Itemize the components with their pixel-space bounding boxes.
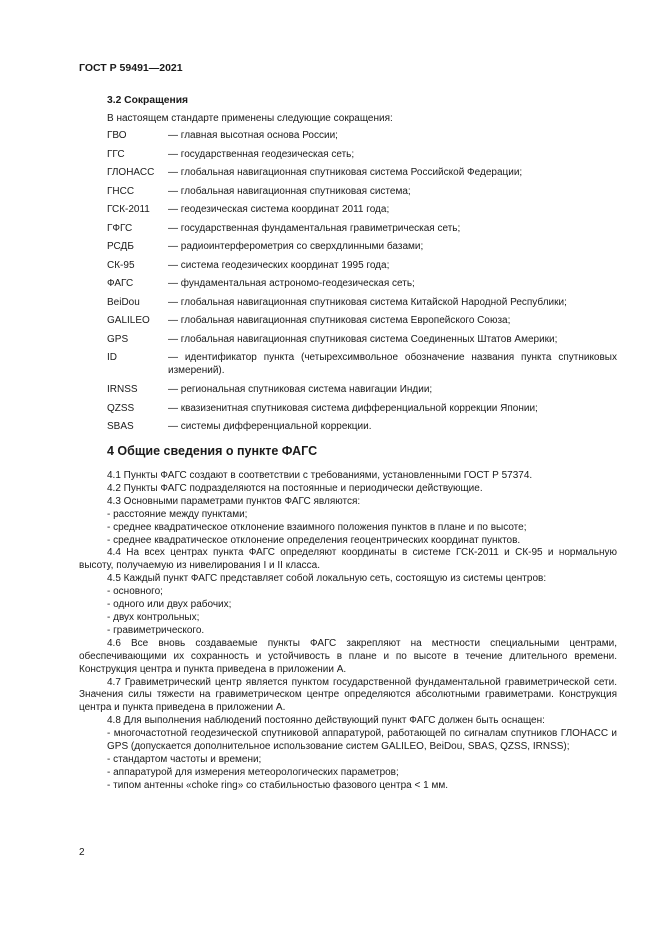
abbreviation-definition: — радиоинтерферометрия со сверхдлинными базами; bbox=[168, 241, 424, 252]
abbreviation-term: ГВО bbox=[107, 130, 127, 141]
paragraph: 4.7 Гравиметрический центр является пунктом государственной фундаментальной гравиметрической сети. Значения силы тяжести на гравиметрическом центре определяются абсолютными гравиметрами. Конструкция центра и пункта приведена в приложении А. bbox=[79, 676, 617, 714]
abbreviation-row bbox=[107, 418, 617, 437]
list-item: - расстояние между пунктами; bbox=[107, 508, 248, 520]
section-3-2-title: 3.2 Сокращения bbox=[107, 95, 189, 106]
document-code: ГОСТ Р 59491—2021 bbox=[79, 62, 183, 74]
abbreviation-row bbox=[107, 349, 617, 381]
list-item: - гравиметрического. bbox=[107, 624, 205, 636]
abbreviation-term: IRNSS bbox=[107, 384, 138, 395]
list-item: - многочастотной геодезической спутниковой аппаратурой, работающей по сигналам спутников ГЛОНАСС и GPS (допускается дополнительное использование систем GALILEO, BeiDou, SBAS, QZSS, IRNSS); bbox=[107, 728, 617, 753]
abbreviation-row bbox=[107, 183, 617, 202]
section-4-title: 4 Общие сведения о пункте ФАГС bbox=[107, 444, 318, 458]
paragraph: 4.3 Основными параметрами пунктов ФАГС являются: bbox=[107, 495, 361, 507]
paragraph: 4.5 Каждый пункт ФАГС представляет собой локальную сеть, состоящую из системы центров: bbox=[107, 573, 547, 585]
abbreviation-term: РСДБ bbox=[107, 241, 134, 252]
abbreviation-row bbox=[107, 220, 617, 239]
abbreviation-definition: — региональная спутниковая система навигации Индии; bbox=[168, 384, 433, 395]
list-item: - одного или двух рабочих; bbox=[107, 599, 232, 611]
abbreviation-definition: — государственная фундаментальная гравиметрическая сеть; bbox=[168, 222, 461, 234]
abbreviations-list bbox=[107, 127, 617, 437]
abbreviation-row bbox=[107, 201, 617, 220]
abbreviation-definition: — фундаментальная астрономо-геодезическая сеть; bbox=[168, 278, 415, 289]
abbreviation-term: ГГС bbox=[107, 148, 125, 160]
abbreviation-term: ГФГС bbox=[107, 222, 133, 234]
abbreviation-term: GPS bbox=[107, 333, 129, 345]
page-number: 2 bbox=[79, 847, 85, 858]
abbreviation-definition: — глобальная навигационная спутниковая система Китайской Народной Республики; bbox=[168, 296, 567, 308]
abbreviation-row bbox=[107, 146, 617, 165]
abbreviation-row bbox=[107, 381, 617, 400]
abbreviation-definition: — глобальная навигационная спутниковая система Европейского Союза; bbox=[168, 315, 511, 326]
abbreviation-row bbox=[107, 238, 617, 257]
list-item: - двух контрольных; bbox=[107, 611, 200, 623]
section-4-body bbox=[79, 470, 617, 793]
abbreviation-term: ID bbox=[107, 352, 117, 363]
abbreviation-definition: — главная высотная основа России; bbox=[168, 130, 338, 141]
section-3-2-intro: В настоящем стандарте применены следующие сокращения: bbox=[107, 113, 393, 124]
list-item: - основного; bbox=[107, 586, 163, 598]
abbreviation-row bbox=[107, 312, 617, 331]
abbreviation-row bbox=[107, 331, 617, 350]
list-item: - стандартом частоты и времени; bbox=[107, 753, 262, 765]
paragraph: 4.4 На всех центрах пункта ФАГС определяют координаты в системе ГСК-2011 и СК-95 и нормальную высоту, получаемую из нивелирования I и II класса. bbox=[79, 547, 617, 572]
abbreviation-definition: — идентификатор пункта (четырехсимвольное обозначение названия пункта спутниковых измерений). bbox=[168, 352, 617, 376]
list-item: - типом антенны «choke ring» со стабильностью фазового центра < 1 мм. bbox=[107, 779, 448, 791]
abbreviation-row bbox=[107, 257, 617, 276]
paragraph: 4.2 Пункты ФАГС подразделяются на постоянные и периодически действующие. bbox=[107, 482, 483, 494]
paragraph: 4.6 Все вновь создаваемые пункты ФАГС закрепляют на местности специальными центрами, обеспечивающими их сохранность и устойчивость в плане и по высоте в течение длительного времени. Конструкция центра и пункта приведена в приложении А. bbox=[79, 637, 617, 675]
list-item: - среднее квадратическое отклонение определения геоцентрических координат пунктов. bbox=[107, 534, 521, 546]
abbreviation-row bbox=[107, 400, 617, 419]
abbreviation-definition: — квазизенитная спутниковая система дифференциальной коррекции Японии; bbox=[168, 402, 538, 414]
abbreviation-definition: — система геодезических координат 1995 года; bbox=[168, 259, 390, 271]
list-item: - аппаратурой для измерения метеорологических параметров; bbox=[107, 766, 399, 778]
paragraph: 4.8 Для выполнения наблюдений постоянно действующий пункт ФАГС должен быть оснащен: bbox=[107, 715, 545, 727]
paragraph: 4.1 Пункты ФАГС создают в соответствии с требованиями, установленными ГОСТ Р 57374. bbox=[107, 470, 533, 481]
abbreviation-definition: — глобальная навигационная спутниковая система Российской Федерации; bbox=[168, 167, 523, 178]
abbreviation-term: SBAS bbox=[107, 421, 134, 432]
abbreviation-term: BeiDou bbox=[107, 296, 140, 308]
abbreviation-term: СК-95 bbox=[107, 259, 135, 271]
abbreviation-definition: — геодезическая система координат 2011 года; bbox=[168, 204, 390, 215]
list-item: - среднее квадратическое отклонение взаимного положения пунктов в плане и по высоте; bbox=[107, 521, 527, 533]
abbreviation-term: ГЛОНАСС bbox=[107, 167, 155, 178]
abbreviation-term: QZSS bbox=[107, 402, 135, 414]
abbreviation-definition: — глобальная навигационная спутниковая система; bbox=[168, 185, 411, 197]
abbreviation-row bbox=[107, 294, 617, 313]
abbreviation-term: ФАГС bbox=[107, 278, 134, 289]
abbreviation-term: ГНСС bbox=[107, 185, 135, 197]
abbreviation-row bbox=[107, 164, 617, 183]
abbreviation-term: ГСК-2011 bbox=[107, 204, 150, 215]
abbreviation-definition: — государственная геодезическая сеть; bbox=[168, 148, 355, 160]
abbreviation-definition: — системы дифференциальной коррекции. bbox=[168, 421, 372, 432]
abbreviation-row bbox=[107, 275, 617, 294]
abbreviation-definition: — глобальная навигационная спутниковая система Соединенных Штатов Америки; bbox=[168, 333, 558, 345]
abbreviation-row bbox=[107, 127, 617, 146]
abbreviation-term: GALILEO bbox=[107, 315, 150, 326]
